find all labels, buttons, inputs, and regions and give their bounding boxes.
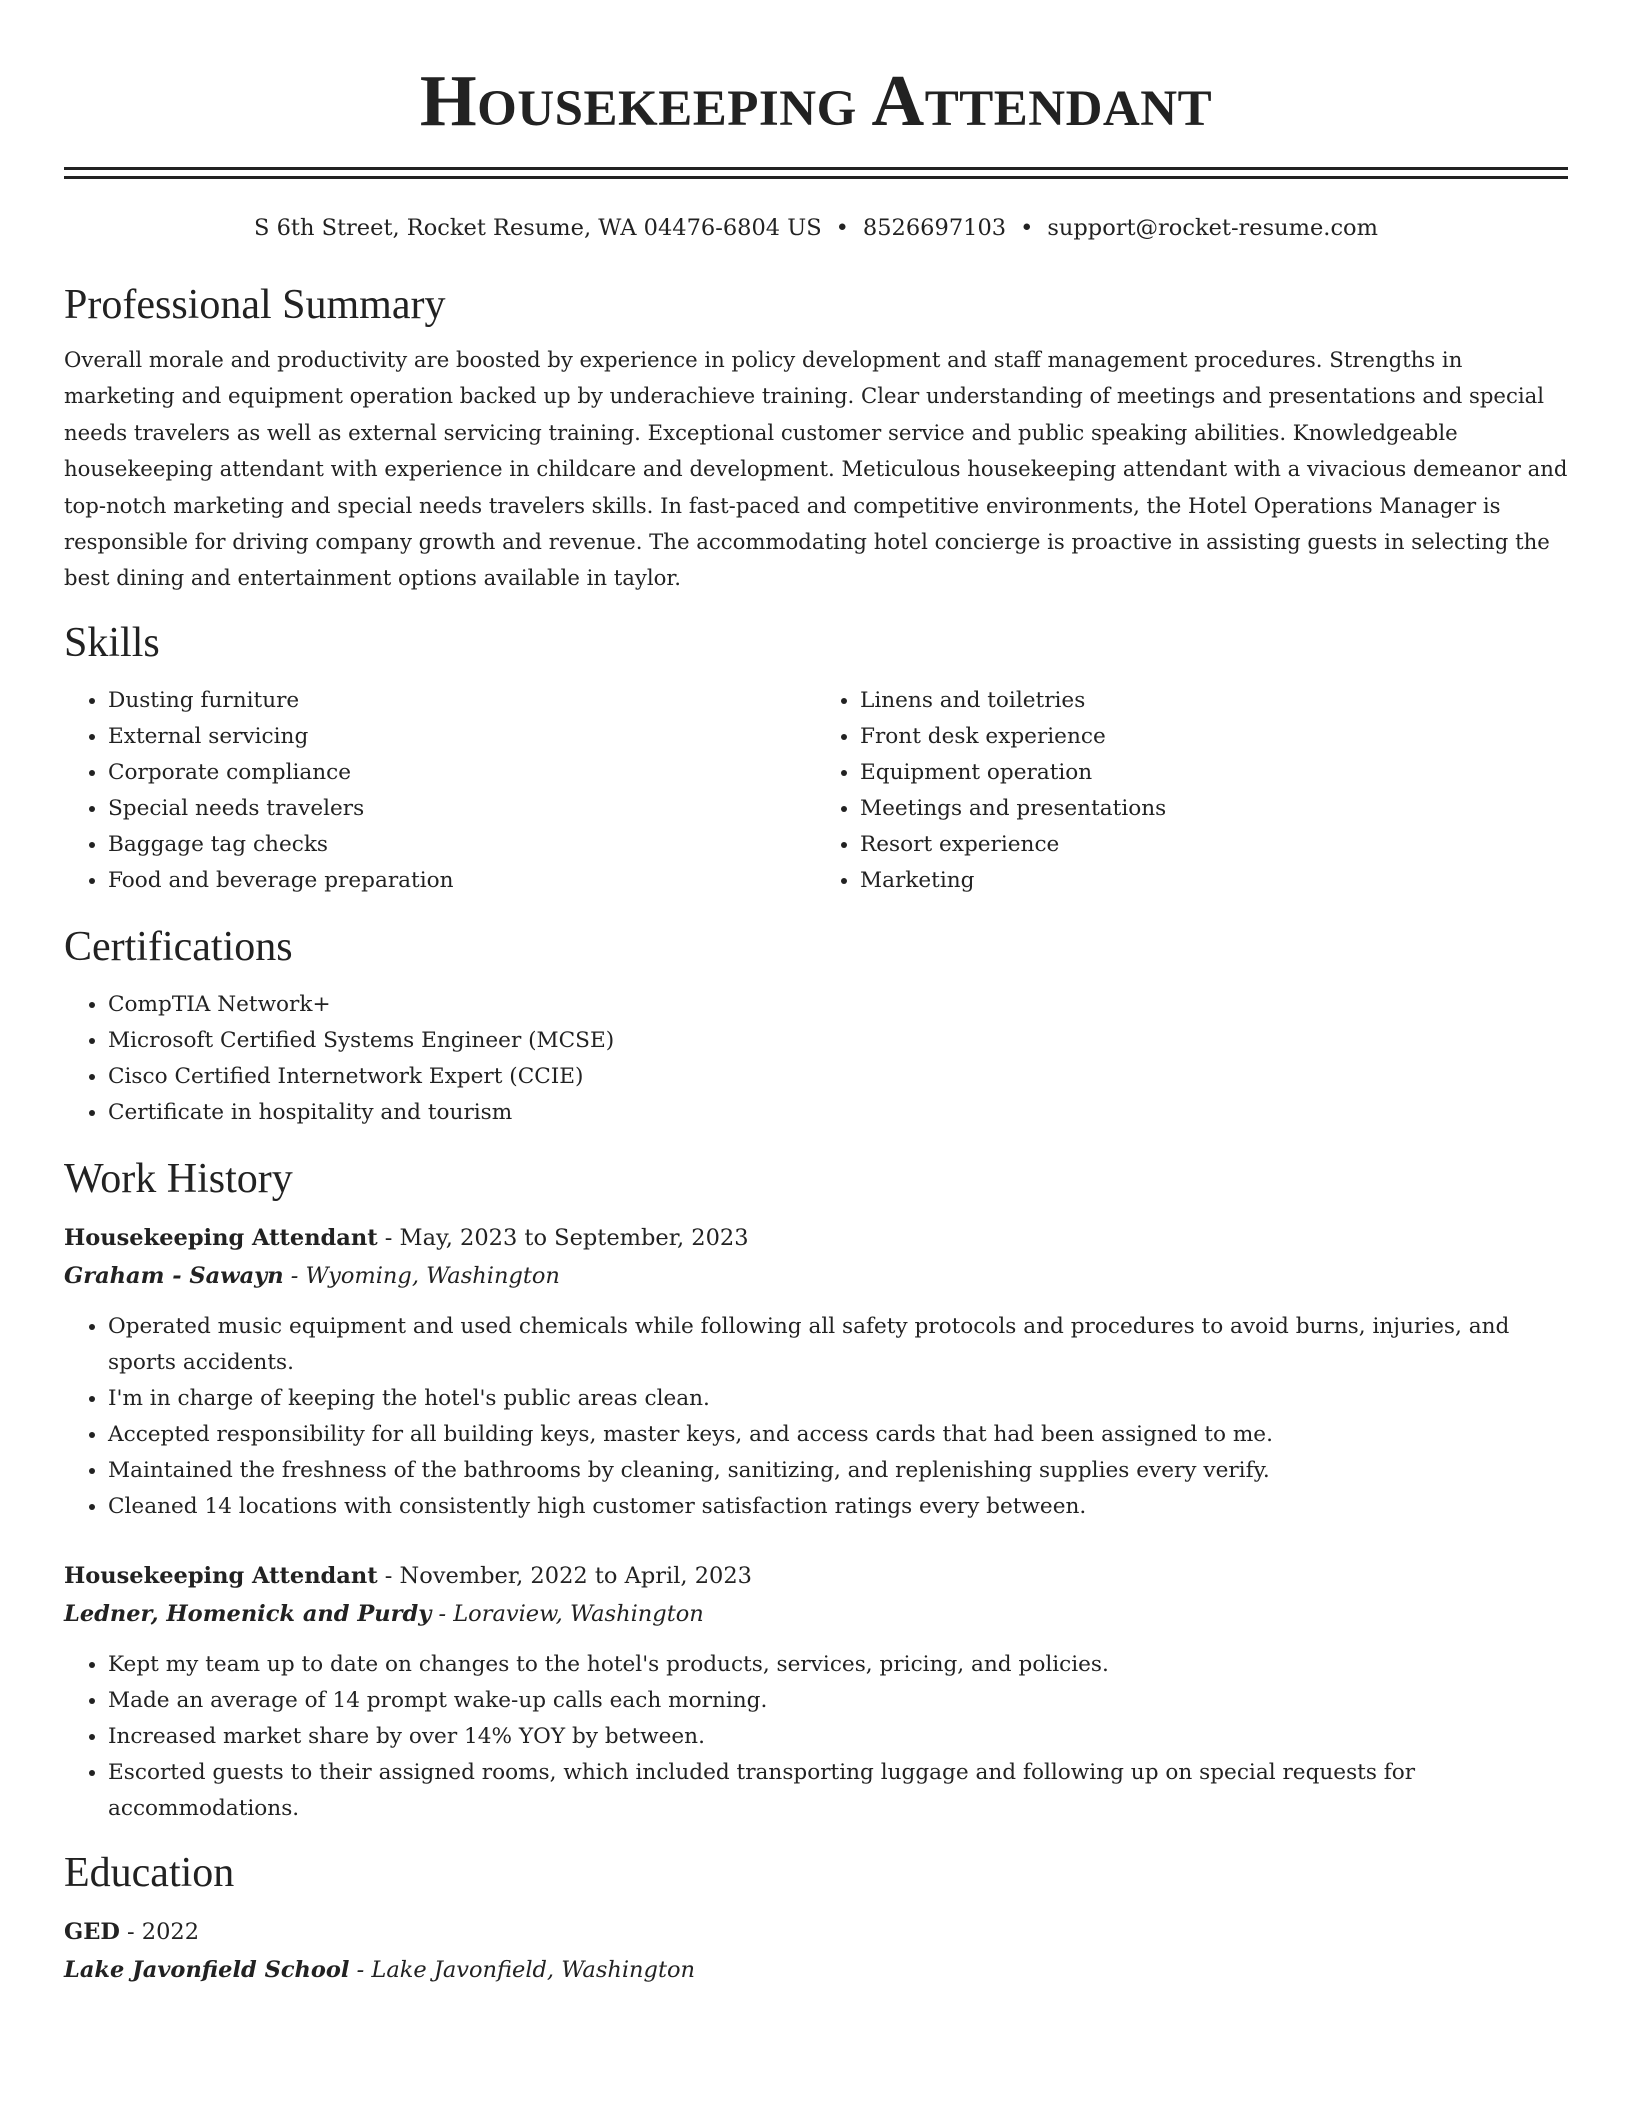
job-title: Housekeeping Attendant [64,1562,378,1589]
job-duty: • Operated music equipment and used chemicals while following all safety protocols and procedures to avoid burns, injuries, and sports accidents. [108,1309,1568,1381]
contact-phone: 8526697103 [862,215,1007,241]
skill-item: • Food and beverage preparation [108,863,816,899]
skills-list-right [816,683,1568,899]
certification-item: • Cisco Certified Internetwork Expert (CCIE) [108,1059,1568,1095]
employer-name: Graham - Sawayn [64,1262,284,1289]
employer-line [64,1595,1568,1633]
skill-item: • Linens and toiletries [860,683,1568,719]
job-duty: • Escorted guests to their assigned rooms, which included transporting luggage and following up on special requests for accommodations. [108,1755,1568,1827]
job-duties-list [64,1309,1568,1525]
skill-item: • Dusting furniture [108,683,816,719]
job-duty: • Kept my team up to date on changes to the hotel's products, services, pricing, and policies. [108,1647,1568,1683]
certifications-heading: Certifications [64,923,293,970]
skill-item: • Corporate compliance [108,755,816,791]
school-name: Lake Javonfield School [64,1956,350,1983]
work-history-heading: Work History [64,1155,293,1202]
employer-location: - Loraview, Washington [431,1600,704,1627]
summary-heading: Professional Summary [64,282,446,328]
header-double-rule [64,167,1568,179]
certification-item: • Microsoft Certified Systems Engineer (MCSE) [108,1023,1568,1059]
job-title: Housekeeping Attendant [64,1224,378,1251]
contact-separator: • [835,215,849,241]
skill-item: • Baggage tag checks [108,827,816,863]
certifications-list [64,987,1568,1131]
contact-address: S 6th Street, Rocket Resume, WA 04476-6804 US [254,215,822,241]
summary-text: Overall morale and productivity are boosted by experience in policy development and staff management procedures. Strengths in marketing and equipment operation backed up by underachieve training. Clear understanding of meetings and presentations and special needs travelers as well as external servicing training. Exceptional customer service and public speaking abilities. Knowledgeable housekeeping attendant with experience in childcare and development. Meticulous housekeeping attendant with a vivacious demeanor and top-notch marketing and special needs travelers skills. In fast-paced and competitive environments, the Hotel Operations Manager is responsible for driving company growth and revenue. The accommodating hotel concierge is proactive in assisting guests in selecting the best dining and entertainment options available in taylor. [64,347,1568,591]
job-duties-list [64,1647,1568,1827]
job-duty: • Maintained the freshness of the bathrooms by cleaning, sanitizing, and replenishing supplies every verify. [108,1453,1568,1489]
skills-section [64,617,1568,899]
job-title-line [64,1557,1568,1595]
skill-item: • Equipment operation [860,755,1568,791]
certification-item: • Certificate in hospitality and tourism [108,1095,1568,1131]
contact-separator: • [1020,215,1034,241]
skill-item: • Meetings and presentations [860,791,1568,827]
job-duty: • Made an average of 14 prompt wake-up calls each morning. [108,1683,1568,1719]
candidate-name: Housekeeping Attendant [419,60,1213,141]
employer-location: - Wyoming, Washington [283,1262,560,1289]
skill-item: • Special needs travelers [108,791,816,827]
skills-heading: Skills [64,619,160,666]
job-duty: • Accepted responsibility for all building keys, master keys, and access cards that had been assigned to me. [108,1417,1568,1453]
job-entry [64,1219,1568,1525]
resume-page [64,0,1568,1989]
school-location: - Lake Javonfield, Washington [349,1956,696,1983]
skill-item: • Marketing [860,863,1568,899]
employer-line [64,1257,1568,1295]
skills-list-left [64,683,816,899]
summary-section [64,279,1568,597]
certifications-section [64,921,1568,1131]
employer-name: Ledner, Homenick and Purdy [64,1600,432,1627]
job-dates: - May, 2023 to September, 2023 [377,1224,749,1251]
contact-line [64,213,1568,243]
skill-item: • Front desk experience [860,719,1568,755]
work-history-section [64,1153,1568,1827]
education-heading: Education [64,1849,235,1896]
school-line [64,1951,1568,1989]
degree-year: - 2022 [119,1918,200,1945]
certification-item: • CompTIA Network+ [108,987,1568,1023]
job-dates: - November, 2022 to April, 2023 [377,1562,752,1589]
job-duty: • Increased market share by over 14% YOY by between. [108,1719,1568,1755]
skills-columns [64,683,1568,899]
education-entry [64,1913,1568,1989]
skill-item: • External servicing [108,719,816,755]
job-duty: • I'm in charge of keeping the hotel's public areas clean. [108,1381,1568,1417]
job-title-line [64,1219,1568,1257]
job-entry [64,1557,1568,1827]
degree: GED [64,1918,120,1945]
skill-item: • Resort experience [860,827,1568,863]
degree-line [64,1913,1568,1951]
contact-email: support@rocket-resume.com [1047,215,1378,241]
job-duty: • Cleaned 14 locations with consistently high customer satisfaction ratings every between. [108,1489,1568,1525]
education-section [64,1847,1568,1989]
